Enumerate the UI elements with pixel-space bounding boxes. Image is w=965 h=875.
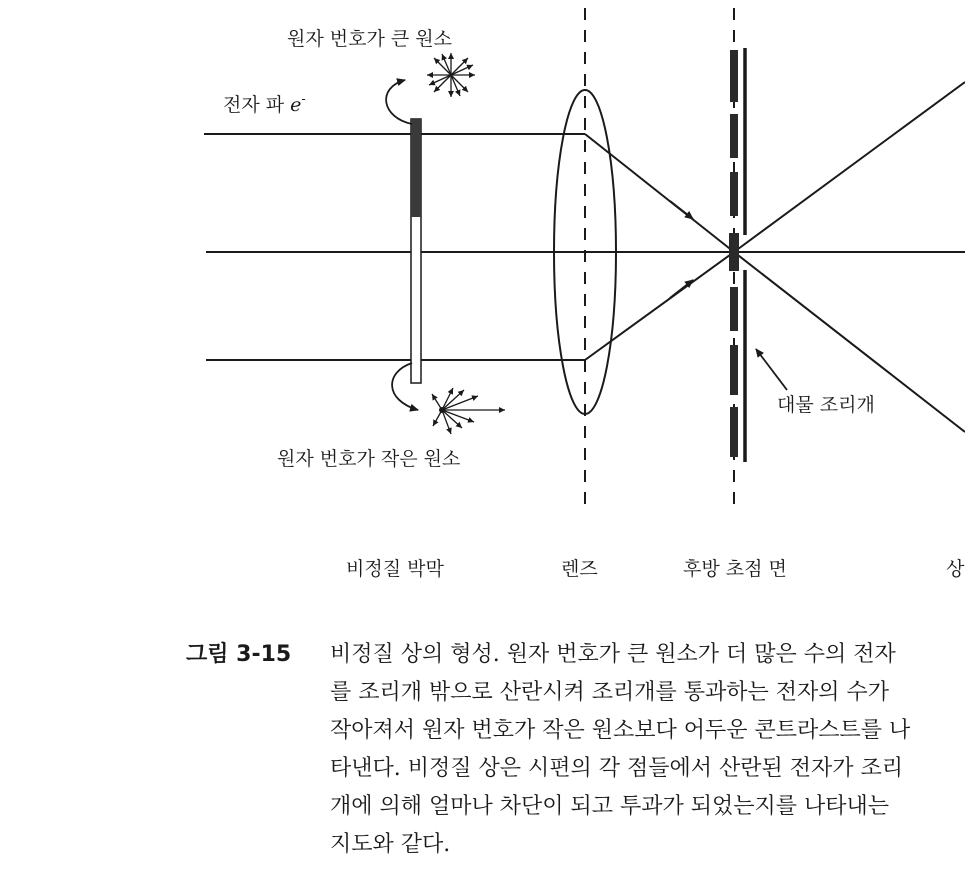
film-bottom-label: 비정질 박막: [346, 558, 444, 580]
lens-bottom-label: 렌즈: [561, 558, 598, 580]
high-z-scatter-curve-arrow: [386, 80, 412, 124]
caption-text: [330, 636, 965, 864]
caption-line: 작아져서 원자 번호가 작은 원소보다 어두운 콘트라스트를 나: [330, 718, 911, 743]
aperture-label: 대물 조리개: [777, 394, 875, 416]
high-z-scattering-star-icon: [427, 53, 475, 97]
figure-number: 그림 3-15: [186, 642, 292, 667]
converging-ray-bottom: [585, 252, 734, 360]
caption-line: 개에 의해 얼마나 차단이 되고 투과가 되었는지를 나타내는: [330, 794, 890, 819]
focal-plane-bottom-label: 후방 초점 면: [683, 558, 787, 580]
electron-wave-label: [223, 92, 306, 116]
electron-symbol: e: [290, 94, 302, 116]
caption-line: 비정질 상의 형성. 원자 번호가 큰 원소가 더 많은 수의 전자: [330, 642, 896, 667]
diverging-ray-top: [734, 82, 965, 252]
ray-arrow-bottom: [670, 280, 693, 298]
high-z-label: 원자 번호가 큰 원소: [287, 28, 452, 50]
low-z-label: 원자 번호가 작은 원소: [277, 448, 461, 470]
low-z-scatter-center: [439, 407, 445, 413]
aperture-pointer-arrow: [756, 349, 787, 390]
electron-wave-text: 전자 파: [223, 94, 285, 116]
caption-line: 를 조리개 밖으로 산란시켜 조리개를 통과하는 전자의 수가: [330, 680, 890, 705]
converging-ray-top: [585, 134, 734, 252]
focal-plane-pattern: [729, 50, 739, 457]
caption-line: 타낸다. 비정질 상은 시편의 각 점들에서 산란된 전자가 조리: [330, 756, 903, 781]
caption-line: 지도와 같다.: [330, 832, 451, 857]
image-bottom-label: 상: [946, 558, 965, 580]
film-dark-region: [411, 119, 421, 217]
electron-charge-superscript: -: [301, 92, 306, 106]
ray-arrow-top: [670, 201, 693, 219]
